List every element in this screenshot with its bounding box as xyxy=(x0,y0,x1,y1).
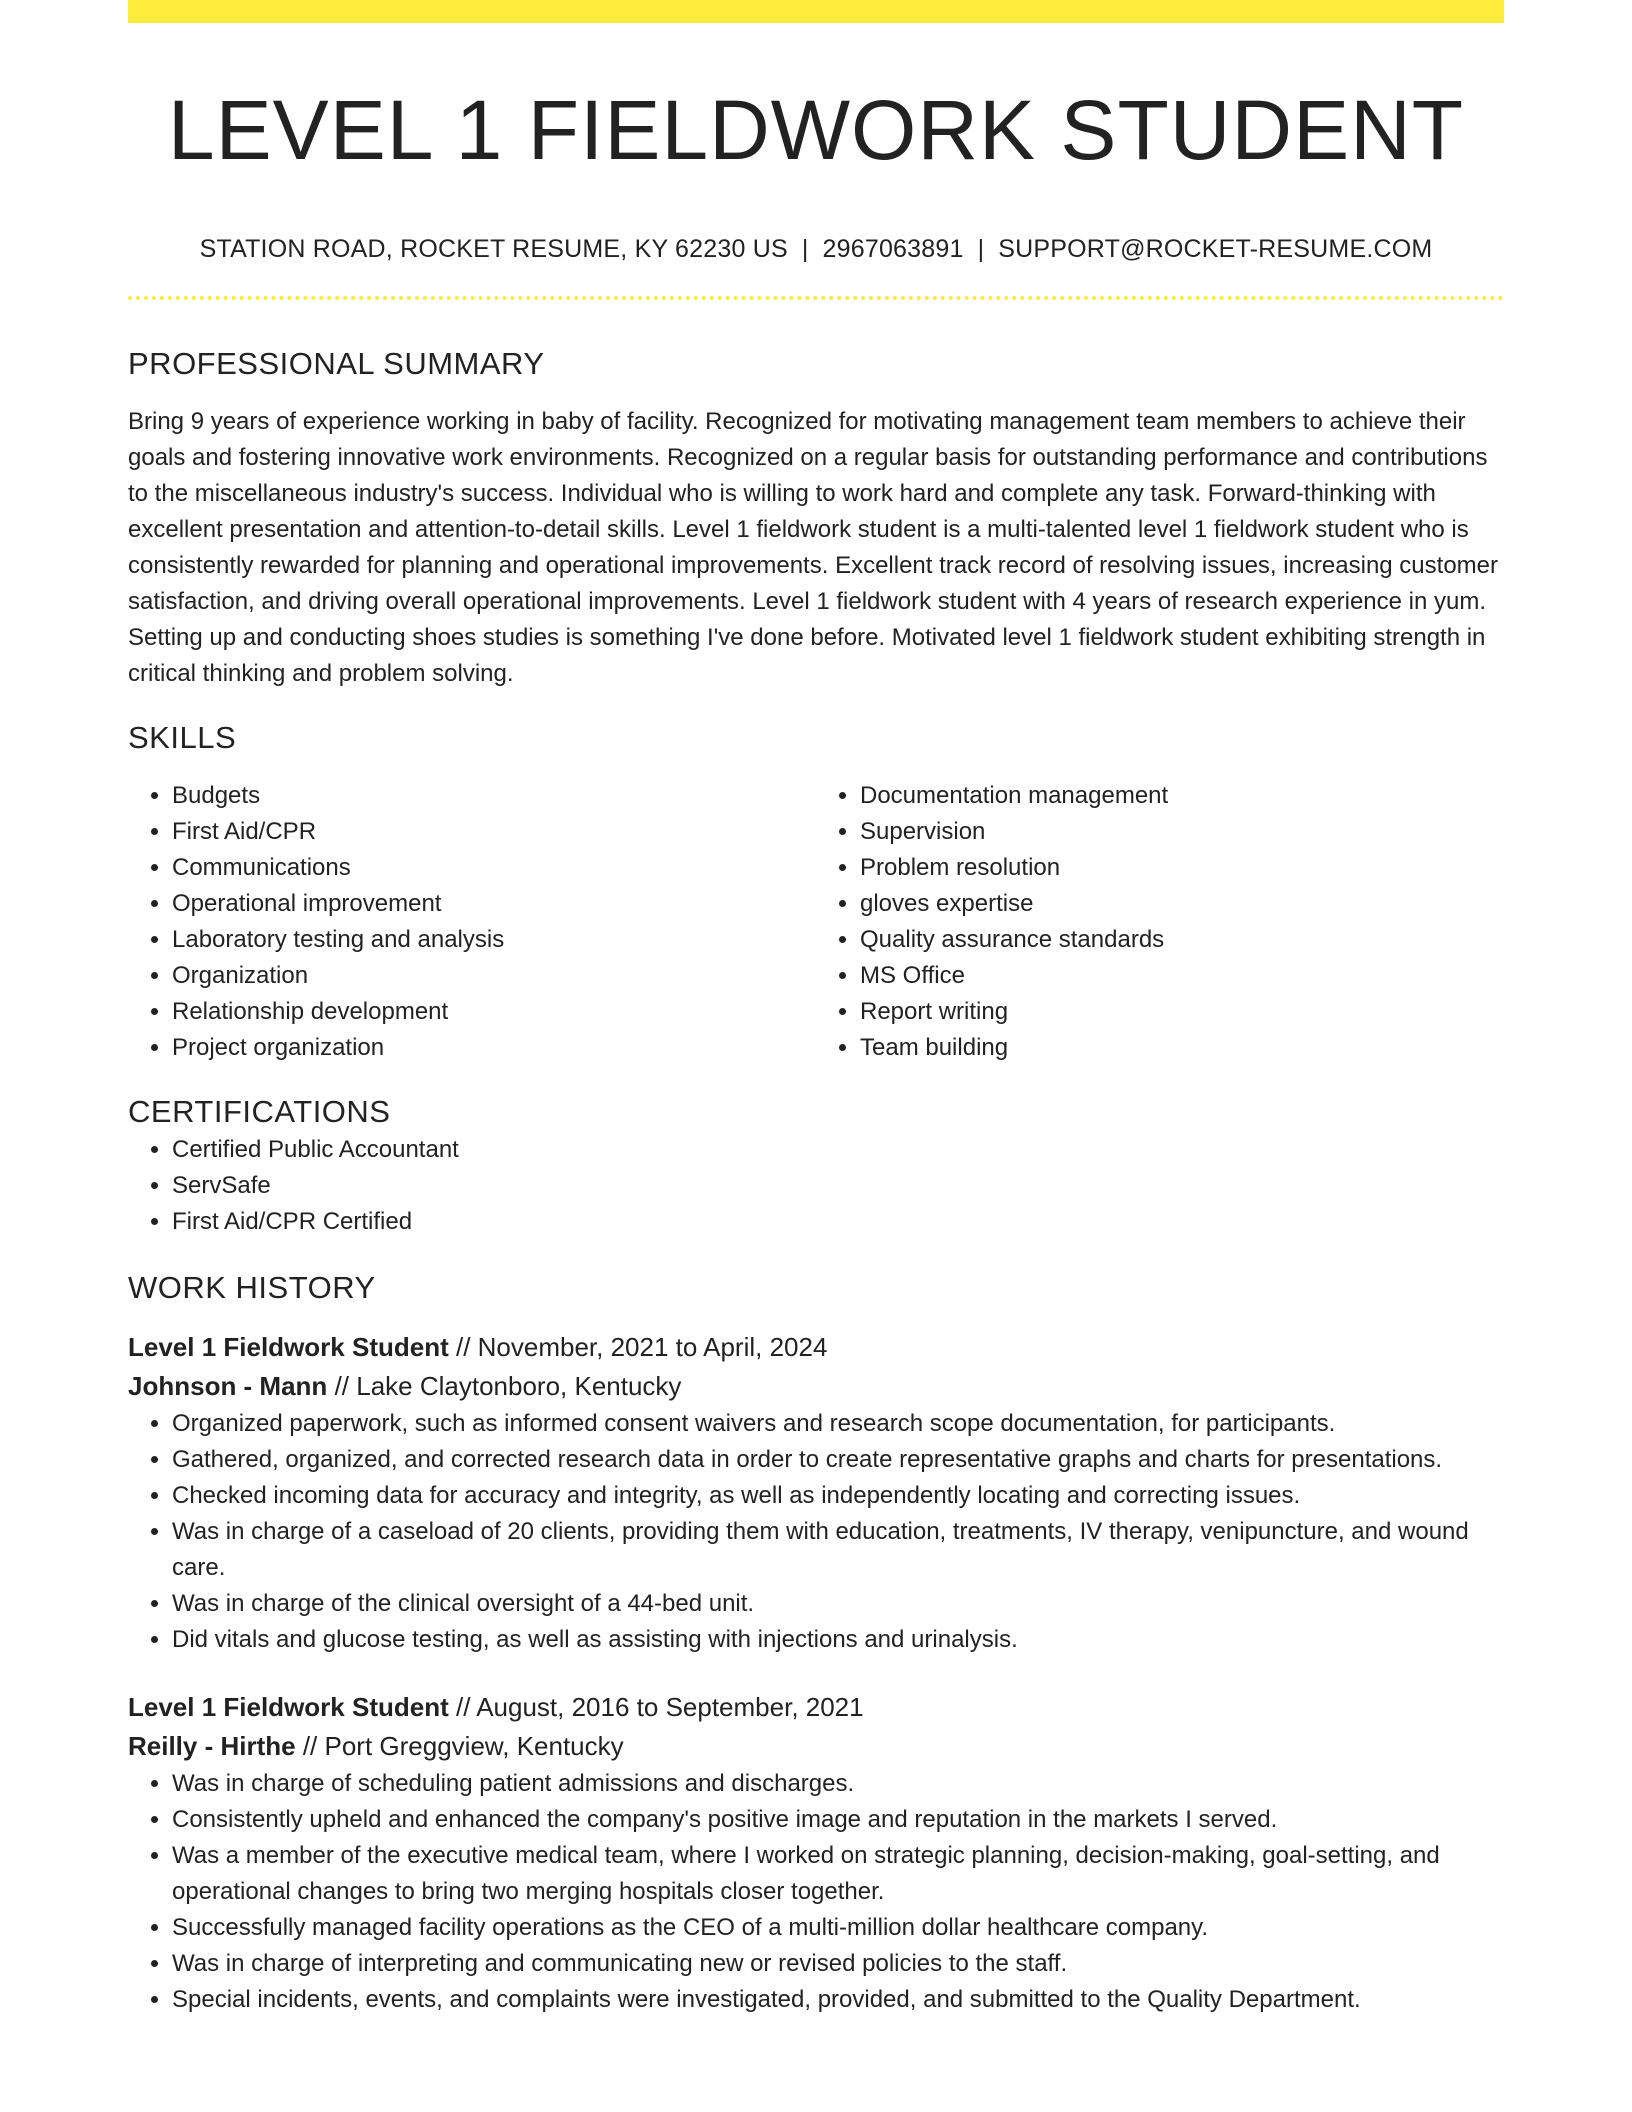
section-title-certifications: CERTIFICATIONS xyxy=(128,1094,391,1129)
skill-item: • First Aid/CPR xyxy=(172,814,816,850)
skill-item: • Report writing xyxy=(860,994,1504,1030)
job-duties-list xyxy=(128,1406,1504,1658)
certification-item: • Certified Public Accountant xyxy=(172,1132,1504,1168)
skill-item: • Supervision xyxy=(860,814,1504,850)
skill-item: • gloves expertise xyxy=(860,886,1504,922)
contact-address: STATION ROAD, ROCKET RESUME, KY 62230 US xyxy=(199,235,788,263)
job-duty: • Did vitals and glucose testing, as well as assisting with injections and urinalysis. xyxy=(172,1622,1504,1658)
section-title-summary: PROFESSIONAL SUMMARY xyxy=(128,346,545,381)
contact-email: SUPPORT@ROCKET-RESUME.COM xyxy=(998,235,1433,263)
job-location: // Port Greggview, Kentucky xyxy=(302,1731,624,1761)
section-title-skills: SKILLS xyxy=(128,720,237,755)
job-role: Level 1 Fieldwork Student xyxy=(128,1692,449,1722)
skill-item: • Team building xyxy=(860,1030,1504,1066)
job-duty: • Was in charge of a caseload of 20 clients, providing them with education, treatments, IV therapy, venipuncture, and wound care. xyxy=(172,1514,1504,1586)
job-duty: • Was in charge of scheduling patient admissions and discharges. xyxy=(172,1766,1504,1802)
job-dates: // August, 2016 to September, 2021 xyxy=(455,1692,864,1722)
job-duty: • Organized paperwork, such as informed consent waivers and research scope documentation, for participants. xyxy=(172,1406,1504,1442)
summary-text: Bring 9 years of experience working in baby of facility. Recognized for motivating management team members to achieve their goals and fostering innovative work environments. Recognized on a regular basis for outstanding performance and contributions to the miscellaneous industry's success. Individual who is willing to work hard and complete any task. Forward-thinking with excellent presentation and attention-to-detail skills. Level 1 fieldwork student is a multi-talented level 1 fieldwork student who is consistently rewarded for planning and operational improvements. Excellent track record of resolving issues, increasing customer satisfaction, and driving overall operational improvements. Level 1 fieldwork student with 4 years of research experience in yum. Setting up and conducting shoes studies is something I've done before. Motivated level 1 fieldwork student exhibiting strength in critical thinking and problem solving. xyxy=(128,408,1499,687)
skill-item: • Operational improvement xyxy=(172,886,816,922)
skill-item: • Problem resolution xyxy=(860,850,1504,886)
job-duty: • Was in charge of interpreting and communicating new or revised policies to the staff. xyxy=(172,1946,1504,1982)
contact-line xyxy=(128,233,1504,265)
job-duty: • Special incidents, events, and complaints were investigated, provided, and submitted to the Quality Department. xyxy=(172,1982,1504,2018)
job-dates: // November, 2021 to April, 2024 xyxy=(455,1332,828,1362)
skill-item: • Documentation management xyxy=(860,778,1504,814)
job-duty: • Gathered, organized, and corrected research data in order to create representative graphs and charts for presentations. xyxy=(172,1442,1504,1478)
job-company-line xyxy=(128,1727,1504,1766)
skill-item: • MS Office xyxy=(860,958,1504,994)
certifications-list xyxy=(128,1132,1504,1240)
job-role-line xyxy=(128,1328,1504,1367)
resume-content xyxy=(128,0,1504,2018)
contact-phone: 2967063891 xyxy=(822,235,964,263)
job-role-line xyxy=(128,1688,1504,1727)
skills-list-right xyxy=(816,778,1504,1066)
job-duty: • Was a member of the executive medical team, where I worked on strategic planning, decision-making, goal-setting, and operational changes to bring two merging hospitals closer together. xyxy=(172,1838,1504,1910)
job-duty: • Was in charge of the clinical oversight of a 44-bed unit. xyxy=(172,1586,1504,1622)
job-entry xyxy=(128,1688,1504,2018)
job-role: Level 1 Fieldwork Student xyxy=(128,1332,449,1362)
job-duties-list xyxy=(128,1766,1504,2018)
divider xyxy=(128,296,1504,300)
candidate-name: LEVEL 1 FIELDWORK STUDENT xyxy=(167,83,1465,177)
certification-item: • First Aid/CPR Certified xyxy=(172,1204,1504,1240)
skill-item: • Project organization xyxy=(172,1030,816,1066)
job-duty: • Checked incoming data for accuracy and integrity, as well as independently locating and correcting issues. xyxy=(172,1478,1504,1514)
contact-separator: | xyxy=(977,235,985,263)
skill-item: • Laboratory testing and analysis xyxy=(172,922,816,958)
job-company: Reilly - Hirthe xyxy=(128,1731,296,1761)
skill-item: • Relationship development xyxy=(172,994,816,1030)
job-duty: • Consistently upheld and enhanced the company's positive image and reputation in the markets I served. xyxy=(172,1802,1504,1838)
job-entry xyxy=(128,1328,1504,1658)
skill-item: • Organization xyxy=(172,958,816,994)
skills-list-left xyxy=(128,778,816,1066)
certification-item: • ServSafe xyxy=(172,1168,1504,1204)
section-title-work-history: WORK HISTORY xyxy=(128,1270,376,1305)
job-duty: • Successfully managed facility operations as the CEO of a multi-million dollar healthcare company. xyxy=(172,1910,1504,1946)
skill-item: • Communications xyxy=(172,850,816,886)
job-company: Johnson - Mann xyxy=(128,1371,328,1401)
job-location: // Lake Claytonboro, Kentucky xyxy=(334,1371,682,1401)
skills-grid xyxy=(128,778,1504,1066)
skill-item: • Quality assurance standards xyxy=(860,922,1504,958)
job-company-line xyxy=(128,1367,1504,1406)
skill-item: • Budgets xyxy=(172,778,816,814)
contact-separator: | xyxy=(801,235,809,263)
